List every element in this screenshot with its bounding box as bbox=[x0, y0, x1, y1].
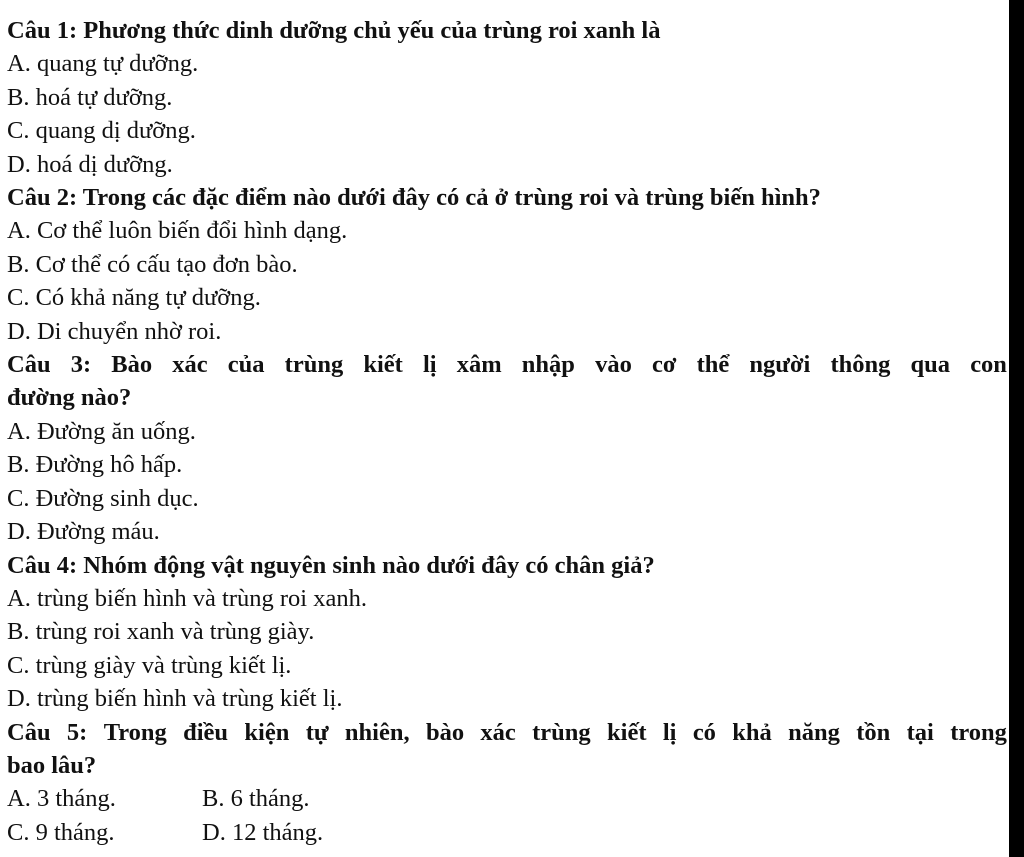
question-5-option-a: A. 3 tháng. bbox=[7, 785, 116, 813]
title-word: tồn bbox=[856, 718, 891, 746]
title-word: 3: bbox=[70, 351, 92, 379]
title-word: con bbox=[970, 351, 1007, 379]
title-word: trùng bbox=[284, 351, 344, 379]
title-word: lị bbox=[422, 351, 437, 379]
title-word: khả bbox=[732, 718, 772, 746]
question-2 bbox=[7, 181, 1009, 348]
question-3-title-line-2: đường nào? bbox=[7, 384, 132, 412]
question-5-options-row-1 bbox=[7, 782, 1009, 815]
question-5-option-b: B. 6 tháng. bbox=[202, 785, 310, 813]
title-word: Câu bbox=[7, 351, 51, 379]
title-word: xác bbox=[480, 718, 516, 746]
title-word: Câu bbox=[7, 718, 51, 746]
question-1-option-b: B. hoá tự dưỡng. bbox=[7, 83, 173, 111]
title-word: cơ bbox=[651, 351, 677, 379]
question-2-option-d: D. Di chuyển nhờ roi. bbox=[7, 317, 222, 345]
question-4-option-c: C. trùng giày và trùng kiết lị. bbox=[7, 651, 292, 679]
title-word: vào bbox=[595, 351, 632, 379]
title-word: xác bbox=[172, 351, 208, 379]
question-1-title: Câu 1: Phương thức dinh dưỡng chủ yếu của trùng roi xanh là bbox=[7, 17, 661, 44]
question-3-option-a: A. Đường ăn uống. bbox=[7, 417, 196, 445]
question-2-option-b: B. Cơ thể có cấu tạo đơn bào. bbox=[7, 250, 298, 278]
question-4 bbox=[7, 549, 1009, 716]
question-5-options-row-2 bbox=[7, 816, 1009, 849]
title-word: trong bbox=[950, 718, 1007, 746]
question-1-option-a: A. quang tự dưỡng. bbox=[7, 50, 199, 78]
title-word: người bbox=[749, 351, 811, 379]
question-3-option-c: C. Đường sinh dục. bbox=[7, 484, 199, 512]
title-word: kiết bbox=[363, 351, 403, 379]
title-word: năng bbox=[788, 718, 840, 746]
title-word: lị bbox=[662, 718, 677, 746]
title-word: kiết bbox=[607, 718, 647, 746]
title-word: điều bbox=[183, 718, 229, 746]
title-word: nhiên, bbox=[344, 718, 410, 746]
title-word: 5: bbox=[66, 718, 88, 746]
title-word: thể bbox=[696, 351, 730, 379]
title-word: bào bbox=[425, 718, 465, 746]
right-edge-border bbox=[1009, 0, 1024, 857]
question-5-option-d: D. 12 tháng. bbox=[202, 818, 324, 846]
question-5-option-c: C. 9 tháng. bbox=[7, 818, 115, 846]
title-word: tự bbox=[305, 718, 329, 746]
title-word: nhập bbox=[521, 351, 575, 379]
question-4-option-b: B. trùng roi xanh và trùng giày. bbox=[7, 618, 315, 646]
question-3-option-d: D. Đường máu. bbox=[7, 518, 160, 546]
question-2-option-a: A. Cơ thể luôn biến đổi hình dạng. bbox=[7, 217, 348, 245]
title-word: tại bbox=[906, 718, 934, 746]
question-4-option-a: A. trùng biến hình và trùng roi xanh. bbox=[7, 584, 367, 612]
title-word: của bbox=[227, 351, 265, 379]
question-4-title: Câu 4: Nhóm động vật nguyên sinh nào dưới đây có chân giả? bbox=[7, 551, 655, 579]
title-word: có bbox=[692, 718, 716, 746]
question-3 bbox=[7, 348, 1009, 548]
question-2-title: Câu 2: Trong các đặc điểm nào dưới đây có cả ở trùng roi và trùng biến hình? bbox=[7, 184, 821, 212]
title-word: trùng bbox=[532, 718, 591, 746]
question-1-option-c: C. quang dị dưỡng. bbox=[7, 117, 196, 145]
question-1 bbox=[7, 14, 1009, 181]
question-1-option-d: D. hoá dị dưỡng. bbox=[7, 150, 173, 178]
question-5 bbox=[7, 716, 1009, 850]
title-word: thông bbox=[830, 351, 891, 379]
title-word: kiện bbox=[244, 718, 290, 746]
title-word: xâm bbox=[456, 351, 502, 379]
title-word: Trong bbox=[103, 718, 167, 746]
question-2-option-c: C. Có khả năng tự dưỡng. bbox=[7, 284, 261, 312]
question-4-option-d: D. trùng biến hình và trùng kiết lị. bbox=[7, 685, 343, 713]
title-word: Bào bbox=[111, 351, 153, 379]
question-3-title-line-1 bbox=[7, 348, 1007, 381]
title-word: qua bbox=[910, 351, 951, 379]
question-5-title-line-2: bao lâu? bbox=[7, 751, 97, 779]
question-5-title-line-1 bbox=[7, 716, 1007, 749]
question-3-option-b: B. Đường hô hấp. bbox=[7, 451, 183, 479]
